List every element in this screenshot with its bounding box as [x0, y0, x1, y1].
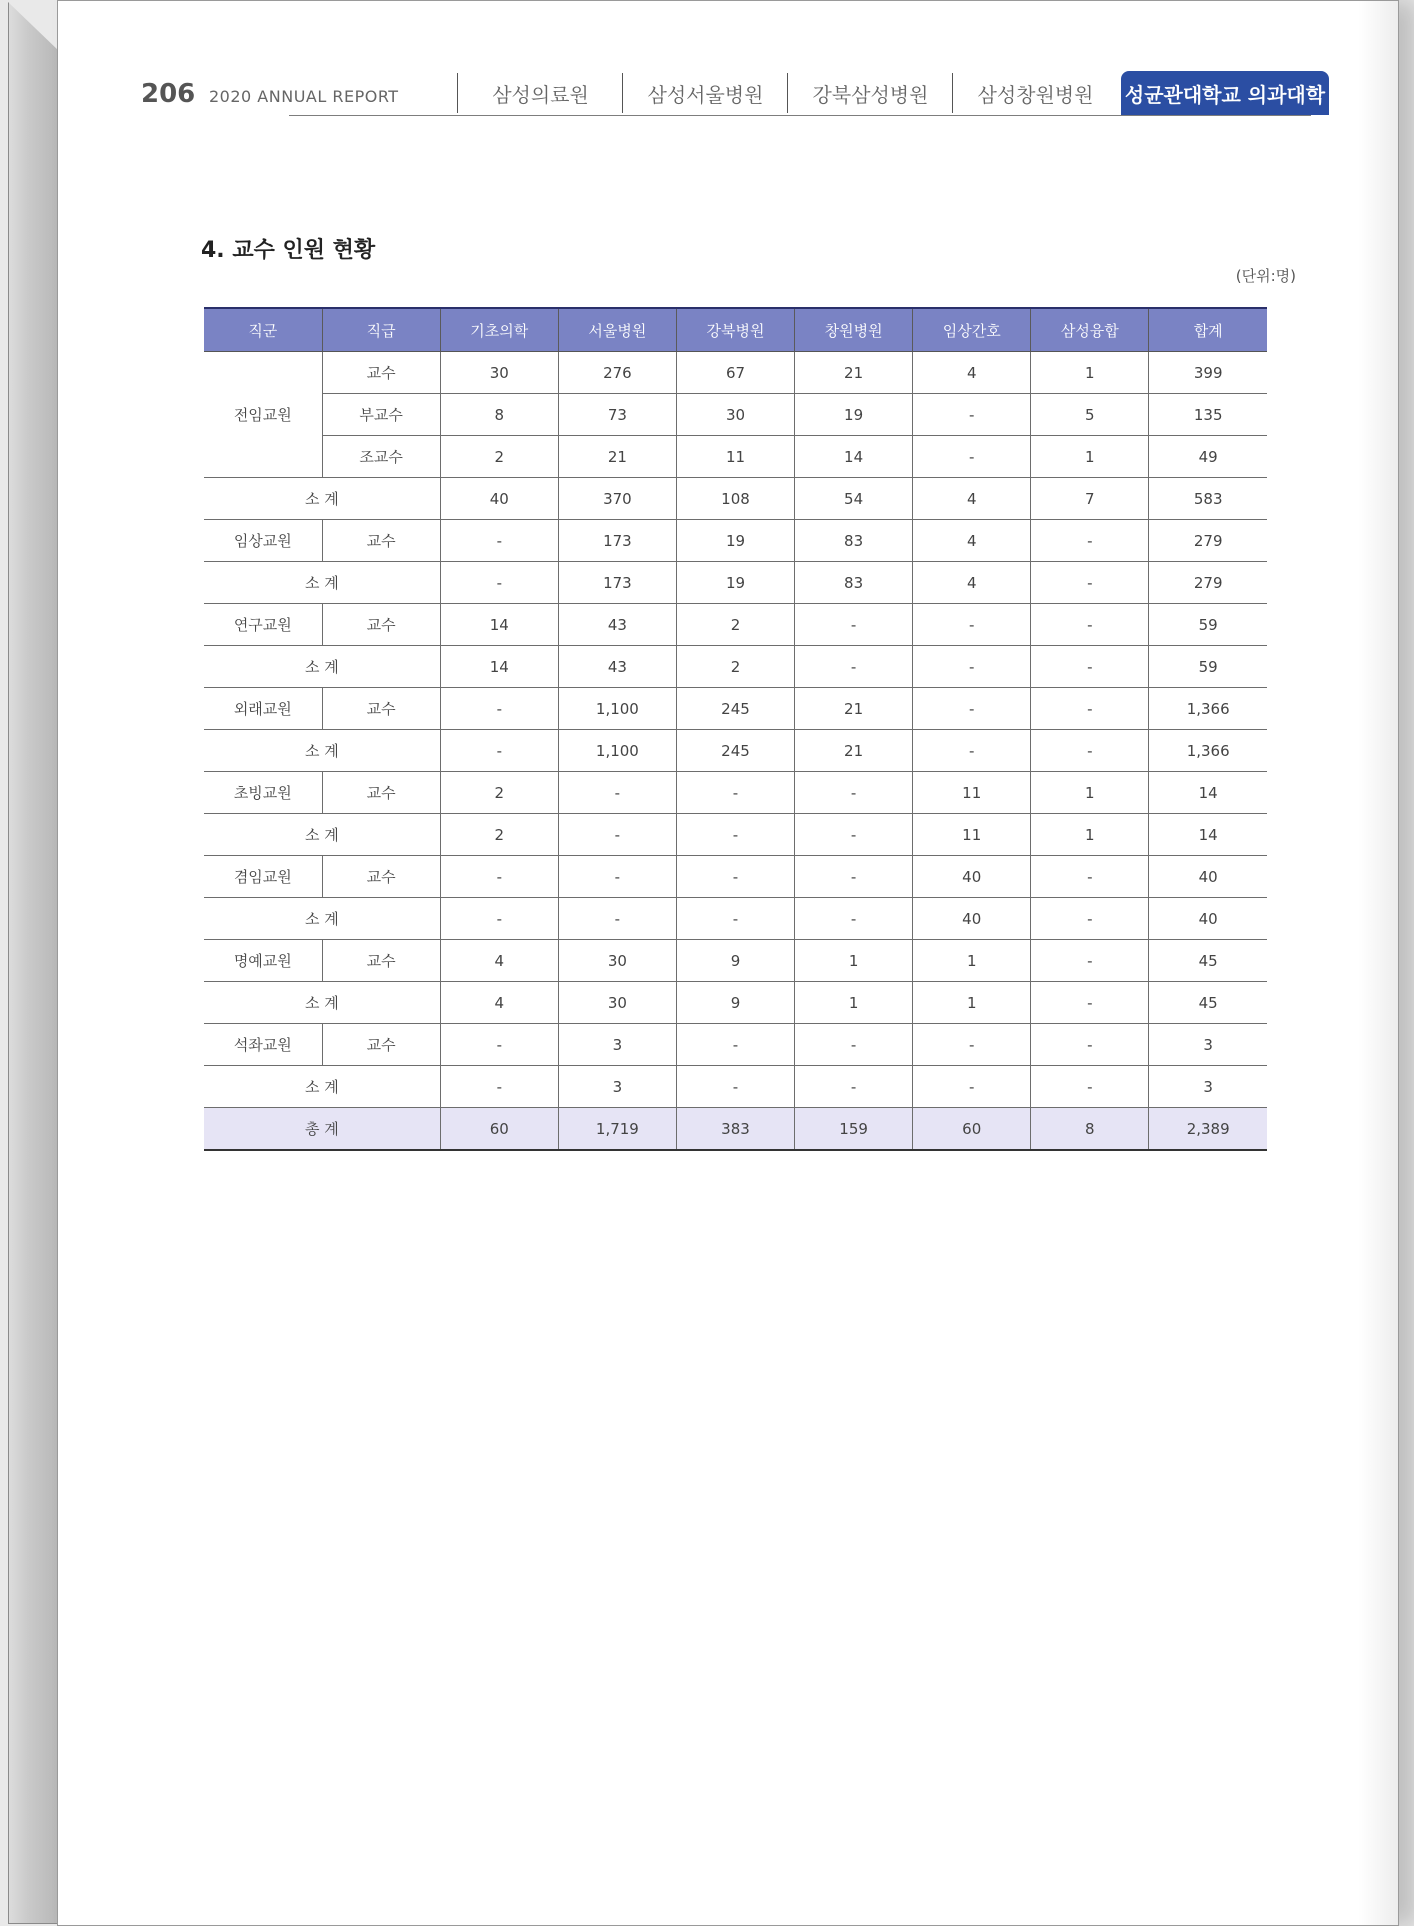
subtotal-row [204, 814, 1267, 856]
value-cell: - [913, 436, 1031, 478]
value-cell: 245 [676, 688, 794, 730]
unit-label: (단위:명) [1235, 267, 1296, 285]
value-cell: 43 [558, 646, 676, 688]
column-header: 임상간호 [913, 308, 1031, 352]
value-cell: 49 [1149, 436, 1267, 478]
value-cell: - [795, 814, 913, 856]
value-cell: 40 [1149, 898, 1267, 940]
value-cell: - [795, 1066, 913, 1108]
table-row [204, 604, 1267, 646]
group-cell: 전임교원 [204, 352, 322, 478]
tab-label: 강북삼성병원 [812, 82, 929, 107]
table-header-row [204, 308, 1267, 352]
value-cell: 4 [913, 352, 1031, 394]
value-cell: - [913, 688, 1031, 730]
value-cell: - [440, 1066, 558, 1108]
value-cell: 276 [558, 352, 676, 394]
value-cell: - [1031, 562, 1149, 604]
page-edge-shadow [1358, 1, 1398, 1925]
value-cell: - [913, 730, 1031, 772]
value-cell: - [913, 1066, 1031, 1108]
subtotal-row [204, 562, 1267, 604]
value-cell: - [795, 772, 913, 814]
value-cell: - [440, 898, 558, 940]
tab-samsung-medical-center[interactable] [457, 73, 623, 113]
value-cell: - [795, 898, 913, 940]
group-cell: 겸임교원 [204, 856, 322, 898]
value-cell: 1 [913, 982, 1031, 1024]
value-cell: 40 [913, 856, 1031, 898]
value-cell: - [1031, 940, 1149, 982]
tab-label: 성균관대학교 의과대학 [1124, 82, 1326, 107]
rank-cell: 교수 [322, 940, 440, 982]
table-row [204, 394, 1267, 436]
rank-cell: 교수 [322, 604, 440, 646]
group-cell: 석좌교원 [204, 1024, 322, 1066]
table-row [204, 688, 1267, 730]
value-cell: 59 [1149, 646, 1267, 688]
report-page [57, 0, 1399, 1926]
value-cell: 1,366 [1149, 688, 1267, 730]
tab-label: 삼성창원병원 [977, 82, 1094, 107]
value-cell: 4 [440, 982, 558, 1024]
value-cell: - [795, 604, 913, 646]
tab-samsung-changwon-hospital[interactable] [952, 73, 1118, 113]
value-cell: 19 [676, 562, 794, 604]
subtotal-row [204, 982, 1267, 1024]
value-cell: 40 [1149, 856, 1267, 898]
column-header: 창원병원 [795, 308, 913, 352]
value-cell: - [676, 1024, 794, 1066]
total-cell: 60 [913, 1108, 1031, 1151]
value-cell: 11 [676, 436, 794, 478]
value-cell: - [1031, 1066, 1149, 1108]
group-cell: 연구교원 [204, 604, 322, 646]
subtotal-label: 소 계 [204, 1066, 440, 1108]
value-cell: 9 [676, 982, 794, 1024]
total-cell: 60 [440, 1108, 558, 1151]
value-cell: 14 [440, 604, 558, 646]
value-cell: - [440, 688, 558, 730]
subtotal-label: 소 계 [204, 478, 440, 520]
value-cell: - [1031, 604, 1149, 646]
value-cell: 2 [440, 772, 558, 814]
value-cell: 399 [1149, 352, 1267, 394]
value-cell: - [558, 814, 676, 856]
column-header: 강북병원 [676, 308, 794, 352]
tab-kangbuk-samsung-hospital[interactable] [787, 73, 953, 113]
value-cell: - [913, 604, 1031, 646]
value-cell: - [795, 1024, 913, 1066]
value-cell: - [795, 856, 913, 898]
rank-cell: 교수 [322, 1024, 440, 1066]
subtotal-label: 소 계 [204, 562, 440, 604]
value-cell: - [558, 772, 676, 814]
page-number: 206 [141, 79, 196, 109]
tab-skku-medicine[interactable] [1121, 71, 1329, 115]
value-cell: 14 [795, 436, 913, 478]
value-cell: 19 [795, 394, 913, 436]
total-cell: 1,719 [558, 1108, 676, 1151]
column-header: 기초의학 [440, 308, 558, 352]
value-cell: 1,366 [1149, 730, 1267, 772]
table-row [204, 856, 1267, 898]
column-header: 직군 [204, 308, 322, 352]
table-row [204, 436, 1267, 478]
column-header: 삼성융합 [1031, 308, 1149, 352]
grand-total-label: 총 계 [204, 1108, 440, 1151]
table-row [204, 1024, 1267, 1066]
column-header: 서울병원 [558, 308, 676, 352]
group-cell: 초빙교원 [204, 772, 322, 814]
value-cell: - [440, 520, 558, 562]
subtotal-row [204, 898, 1267, 940]
faculty-table [204, 307, 1267, 1151]
value-cell: 19 [676, 520, 794, 562]
section-title: 4. 교수 인원 현황 [201, 238, 376, 263]
subtotal-label: 소 계 [204, 646, 440, 688]
value-cell: 2 [440, 436, 558, 478]
value-cell: 108 [676, 478, 794, 520]
rank-cell: 부교수 [322, 394, 440, 436]
subtotal-label: 소 계 [204, 814, 440, 856]
value-cell: 40 [440, 478, 558, 520]
value-cell: 245 [676, 730, 794, 772]
value-cell: - [913, 1024, 1031, 1066]
column-header: 합계 [1149, 308, 1267, 352]
value-cell: 11 [913, 772, 1031, 814]
rank-cell: 교수 [322, 856, 440, 898]
value-cell: 59 [1149, 604, 1267, 646]
value-cell: - [676, 1066, 794, 1108]
total-cell: 2,389 [1149, 1108, 1267, 1151]
value-cell: - [913, 394, 1031, 436]
value-cell: 7 [1031, 478, 1149, 520]
value-cell: 2 [676, 646, 794, 688]
value-cell: - [676, 772, 794, 814]
value-cell: - [558, 856, 676, 898]
value-cell: 54 [795, 478, 913, 520]
subtotal-row [204, 646, 1267, 688]
value-cell: 30 [440, 352, 558, 394]
table-row [204, 772, 1267, 814]
value-cell: - [1031, 646, 1149, 688]
value-cell: 3 [558, 1024, 676, 1066]
value-cell: 173 [558, 520, 676, 562]
total-cell: 383 [676, 1108, 794, 1151]
value-cell: 21 [795, 730, 913, 772]
tab-label: 삼성서울병원 [647, 82, 764, 107]
value-cell: 583 [1149, 478, 1267, 520]
value-cell: - [440, 730, 558, 772]
value-cell: 83 [795, 562, 913, 604]
grand-total-row [204, 1108, 1267, 1151]
value-cell: 2 [676, 604, 794, 646]
value-cell: - [676, 898, 794, 940]
value-cell: 1 [913, 940, 1031, 982]
rank-cell: 조교수 [322, 436, 440, 478]
value-cell: 1 [1031, 352, 1149, 394]
header-rule [289, 115, 1311, 116]
value-cell: 14 [440, 646, 558, 688]
total-cell: 159 [795, 1108, 913, 1151]
value-cell: 40 [913, 898, 1031, 940]
value-cell: 14 [1149, 772, 1267, 814]
table-row [204, 940, 1267, 982]
group-cell: 외래교원 [204, 688, 322, 730]
value-cell: - [440, 856, 558, 898]
value-cell: 11 [913, 814, 1031, 856]
value-cell: - [1031, 1024, 1149, 1066]
value-cell: - [1031, 520, 1149, 562]
value-cell: 1 [795, 982, 913, 1024]
value-cell: 4 [913, 562, 1031, 604]
subtotal-label: 소 계 [204, 898, 440, 940]
value-cell: 5 [1031, 394, 1149, 436]
value-cell: 21 [795, 352, 913, 394]
value-cell: 30 [558, 982, 676, 1024]
tab-samsung-seoul-hospital[interactable] [622, 73, 788, 113]
rank-cell: 교수 [322, 520, 440, 562]
subtotal-row [204, 478, 1267, 520]
value-cell: - [1031, 982, 1149, 1024]
group-cell: 명예교원 [204, 940, 322, 982]
value-cell: 14 [1149, 814, 1267, 856]
value-cell: - [440, 562, 558, 604]
value-cell: 45 [1149, 940, 1267, 982]
value-cell: 30 [558, 940, 676, 982]
book-spine [8, 2, 60, 1924]
subtotal-row [204, 730, 1267, 772]
subtotal-label: 소 계 [204, 730, 440, 772]
value-cell: 3 [1149, 1066, 1267, 1108]
total-cell: 8 [1031, 1108, 1149, 1151]
group-cell: 임상교원 [204, 520, 322, 562]
subtotal-label: 소 계 [204, 982, 440, 1024]
value-cell: 8 [440, 394, 558, 436]
rank-cell: 교수 [322, 352, 440, 394]
value-cell: 1 [795, 940, 913, 982]
value-cell: 9 [676, 940, 794, 982]
value-cell: 83 [795, 520, 913, 562]
value-cell: - [440, 1024, 558, 1066]
value-cell: 1 [1031, 772, 1149, 814]
table-row [204, 520, 1267, 562]
value-cell: - [795, 646, 913, 688]
rank-cell: 교수 [322, 688, 440, 730]
value-cell: 45 [1149, 982, 1267, 1024]
table-row [204, 352, 1267, 394]
value-cell: 279 [1149, 562, 1267, 604]
value-cell: 73 [558, 394, 676, 436]
subtotal-row [204, 1066, 1267, 1108]
value-cell: 21 [795, 688, 913, 730]
page-header [141, 71, 1326, 119]
value-cell: 1,100 [558, 688, 676, 730]
value-cell: - [1031, 898, 1149, 940]
value-cell: 173 [558, 562, 676, 604]
value-cell: 43 [558, 604, 676, 646]
value-cell: 2 [440, 814, 558, 856]
value-cell: 21 [558, 436, 676, 478]
value-cell: 135 [1149, 394, 1267, 436]
value-cell: 279 [1149, 520, 1267, 562]
value-cell: - [558, 898, 676, 940]
value-cell: 30 [676, 394, 794, 436]
value-cell: 4 [913, 520, 1031, 562]
tab-label: 삼성의료원 [492, 82, 589, 107]
value-cell: 370 [558, 478, 676, 520]
value-cell: 4 [913, 478, 1031, 520]
rank-cell: 교수 [322, 772, 440, 814]
value-cell: - [1031, 730, 1149, 772]
value-cell: 1,100 [558, 730, 676, 772]
value-cell: 4 [440, 940, 558, 982]
value-cell: 67 [676, 352, 794, 394]
value-cell: - [1031, 688, 1149, 730]
value-cell: - [676, 814, 794, 856]
value-cell: 3 [1149, 1024, 1267, 1066]
value-cell: - [913, 646, 1031, 688]
value-cell: 3 [558, 1066, 676, 1108]
value-cell: 1 [1031, 814, 1149, 856]
value-cell: 1 [1031, 436, 1149, 478]
value-cell: - [1031, 856, 1149, 898]
report-title: 2020 ANNUAL REPORT [209, 87, 399, 106]
value-cell: - [676, 856, 794, 898]
column-header: 직급 [322, 308, 440, 352]
